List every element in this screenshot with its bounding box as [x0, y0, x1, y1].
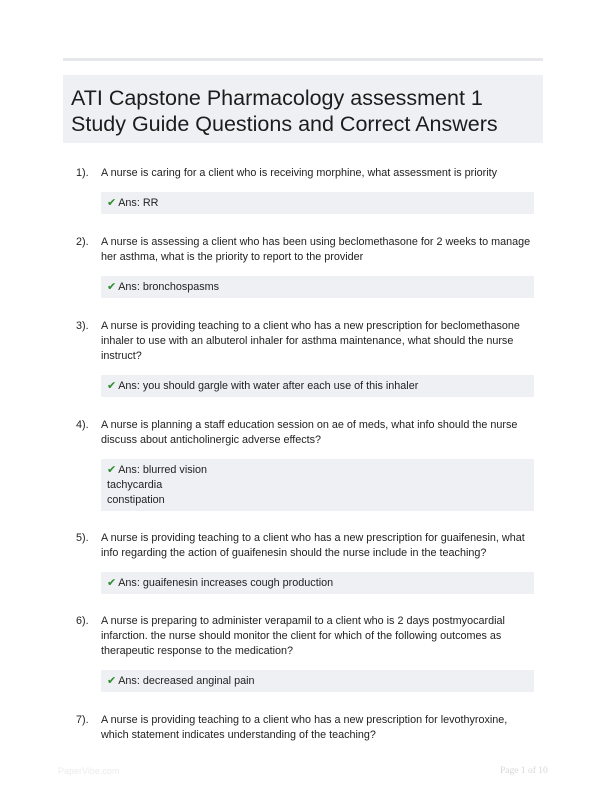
- top-divider: [63, 58, 543, 61]
- question-text: A nurse is providing teaching to a client who has a new prescription for levothyroxine, which statement indicates understanding of the teaching?: [101, 714, 508, 741]
- check-icon: ✔: [107, 463, 117, 476]
- answer-text: Ans: RR: [118, 197, 159, 209]
- answer-text: constipation: [107, 494, 165, 506]
- question-text: A nurse is assessing a client who has been using beclomethasone for 2 weeks to manage her asthma, what is the priority to report to the provider: [101, 236, 531, 263]
- title-line-2: Study Guide Questions and Correct Answers: [71, 112, 498, 136]
- answer-text: Ans: blurred vision: [118, 464, 208, 476]
- question-number: 3).: [76, 320, 89, 332]
- check-icon: ✔: [107, 576, 117, 589]
- answer-box: [101, 276, 534, 298]
- question-number: 2).: [76, 236, 89, 248]
- question-number: 6).: [76, 615, 89, 627]
- answer-box: [101, 459, 534, 511]
- answer-text: Ans: decreased anginal pain: [118, 675, 255, 687]
- question-text: A nurse is caring for a client who is receiving morphine, what assessment is priority: [101, 167, 498, 179]
- check-icon: ✔: [107, 379, 117, 392]
- question-text: A nurse is preparing to administer verapamil to a client who is 2 days postmyocardial infarction. the nurse should monitor the client for which of the following outcomes as therapeutic response to the medication?: [101, 615, 505, 657]
- answer-text: tachycardia: [107, 479, 163, 491]
- answer-box: [101, 670, 534, 692]
- page-indicator: Page 1 of 10: [500, 766, 548, 776]
- answer-text: Ans: bronchospasms: [118, 281, 220, 293]
- title-line-1: ATI Capstone Pharmacology assessment 1: [71, 86, 483, 110]
- answer-box: [101, 192, 534, 214]
- question-number: 4).: [76, 419, 89, 431]
- question-number: 7).: [76, 714, 89, 726]
- answer-box: [101, 375, 534, 397]
- check-icon: ✔: [107, 196, 117, 209]
- question-text: A nurse is providing teaching to a client who has a new prescription for beclomethasone inhaler to use with an albuterol inhaler for asthma maintenance, what should the nurse instruct?: [101, 320, 520, 362]
- answer-box: [101, 572, 534, 594]
- question-number: 1).: [76, 167, 89, 179]
- watermark: PaperVibe.com: [58, 766, 120, 776]
- answer-text: Ans: you should gargle with water after each use of this inhaler: [118, 380, 419, 392]
- check-icon: ✔: [107, 674, 117, 687]
- answer-text: Ans: guaifenesin increases cough production: [118, 577, 334, 589]
- question-text: A nurse is planning a staff education session on ae of meds, what info should the nurse discuss about anticholinergic adverse effects?: [101, 419, 518, 446]
- check-icon: ✔: [107, 280, 117, 293]
- page-title: [63, 75, 543, 143]
- question-text: A nurse is providing teaching to a client who has a new prescription for guaifenesin, what info regarding the action of guaifenesin should the nurse include in the teaching?: [101, 532, 525, 559]
- question-number: 5).: [76, 532, 89, 544]
